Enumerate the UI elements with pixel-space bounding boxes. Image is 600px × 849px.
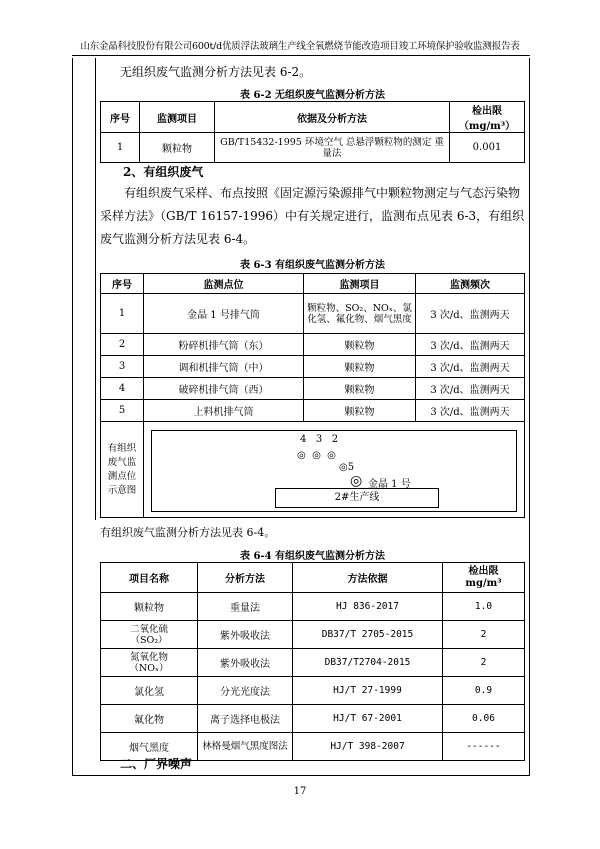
diagram-point5: ◎5	[339, 462, 355, 473]
table-6-4	[100, 562, 525, 761]
t64-cell-basis: HJ/T 398-2007	[293, 733, 443, 761]
table-row	[101, 356, 525, 378]
table-row	[101, 677, 525, 705]
t64-cell-method: 分光光度法	[198, 677, 293, 705]
t64-cell-name: 二氧化硫 （SO₂）	[101, 621, 198, 649]
t63-cell-no: 1	[101, 294, 144, 334]
t64-header-method: 分析方法	[198, 563, 293, 593]
t64-cell-method: 紫外吸收法	[198, 649, 293, 677]
t64-cell-name: 氟化物	[101, 705, 198, 733]
page-header: 山东金晶科技股份有限公司600t/d优质浮法玻璃生产线全氧燃烧节能改造项目竣工环境保护验收监测报告表	[80, 41, 520, 52]
t64-header-limit: 检出限 mg/m³	[443, 563, 525, 593]
table63-caption: 表 6-3 有组织废气监测分析方法	[239, 260, 386, 271]
t64-cell-limit: 0.9	[443, 677, 525, 705]
t63-cell-freq: 3 次/d、监测两天	[416, 400, 525, 422]
section-organized-title: 2、有组织废气	[123, 165, 204, 179]
table-6-2	[100, 101, 525, 163]
table-row	[101, 378, 525, 400]
section-noise-title: 二、厂界噪声	[120, 757, 193, 771]
table-row	[101, 621, 525, 649]
t64-cell-limit: 2	[443, 649, 525, 677]
t64-cell-name: 颗粒物	[101, 593, 198, 621]
diagram-production-line: 2#生产线	[275, 488, 439, 508]
t63-cell-items: 颗粒物	[304, 400, 416, 422]
table64-caption: 表 6-4 有组织废气监测分析方法	[239, 551, 386, 562]
t64-cell-basis: DB37/T2704-2015	[293, 649, 443, 677]
t64-cell-basis: HJ/T 27-1999	[293, 677, 443, 705]
table-row	[101, 334, 525, 356]
t64-cell-limit: ------	[443, 733, 525, 761]
table-row	[101, 593, 525, 621]
t63-cell-freq: 3 次/d、监测两天	[416, 334, 525, 356]
t63-cell-items: 颗粒物、SO₂、NOₓ、氯化氢、氟化物、烟气黑度	[304, 294, 416, 334]
t62-cell-item: 颗粒物	[140, 133, 215, 163]
table-row	[101, 400, 525, 422]
t64-cell-method: 林格曼烟气黑度图法	[198, 733, 293, 761]
table-row	[101, 294, 525, 334]
t63-cell-items: 颗粒物	[304, 378, 416, 400]
t63-cell-no: 4	[101, 378, 144, 400]
header-rule	[72, 55, 530, 56]
frame-left-column-rule	[95, 58, 96, 520]
t62-header-no: 序号	[101, 102, 140, 133]
t63-cell-freq: 3 次/d、监测两天	[416, 356, 525, 378]
t64-cell-method: 重量法	[198, 593, 293, 621]
t63-cell-items: 颗粒物	[304, 334, 416, 356]
t64-cell-basis: DB37/T 2705-2015	[293, 621, 443, 649]
t62-cell-no: 1	[101, 133, 140, 163]
t63-cell-items: 颗粒物	[304, 356, 416, 378]
t63-cell-no: 2	[101, 334, 144, 356]
intro-table64: 有组织废气监测分析方法见表 6-4。	[100, 526, 276, 539]
t64-cell-limit: 1.0	[443, 593, 525, 621]
t63-cell-point: 金晶 1 号排气筒	[144, 294, 304, 334]
t63-cell-point: 上料机排气筒	[144, 400, 304, 422]
t62-cell-method: GB/T15432-1995 环境空气 总悬浮颗粒物的测定 重量法	[215, 133, 450, 163]
t64-header-name: 项目名称	[101, 563, 198, 593]
page-number: 17	[293, 786, 307, 797]
t63-cell-no: 5	[101, 400, 144, 422]
t64-cell-method: 离子选择电极法	[198, 705, 293, 733]
t64-cell-name: 氯化氢	[101, 677, 198, 705]
t63-header-freq: 监测频次	[416, 274, 525, 294]
diagram-stack-numbers: 4 3 2	[300, 434, 339, 445]
t62-header-method: 依据及分析方法	[215, 102, 450, 133]
t64-cell-name: 烟气黑度	[101, 733, 198, 761]
t64-cell-limit: 0.06	[443, 705, 525, 733]
t63-cell-point: 调和机排气筒（中）	[144, 356, 304, 378]
t63-header-no: 序号	[101, 274, 144, 294]
t64-cell-basis: HJ/T 67-2001	[293, 705, 443, 733]
t63-cell-freq: 3 次/d、监测两天	[416, 378, 525, 400]
t64-cell-name: 氮氧化物 （NOₓ）	[101, 649, 198, 677]
t64-cell-basis: HJ 836-2017	[293, 593, 443, 621]
t64-cell-limit: 2	[443, 621, 525, 649]
diagram-main-stack-icon: ◎	[350, 473, 363, 489]
t62-header-limit: 检出限 （mg/m³）	[450, 102, 525, 133]
t64-cell-method: 紫外吸收法	[198, 621, 293, 649]
table-row	[101, 649, 525, 677]
t64-header-basis: 方法依据	[293, 563, 443, 593]
t63-cell-no: 3	[101, 356, 144, 378]
t62-cell-limit: 0.001	[450, 133, 525, 163]
t62-header-item: 监测项目	[140, 102, 215, 133]
intro-unorganized: 无组织废气监测分析方法见表 6-2。	[120, 65, 312, 79]
t63-header-items: 监测项目	[304, 274, 416, 294]
organized-paragraph: 有组织废气采样、布点按照《固定源污染源排气中颗粒物测定与气态污染物采样方法》（GB/T 16157-1996）中有关规定进行，监测布点见表 6-3，有组织废气监测分析方法见表 6-4。	[100, 186, 525, 246]
table-row	[101, 705, 525, 733]
t63-diagram-label: 有组织废气监测点位示意图	[101, 422, 144, 518]
table62-caption: 表 6-2 无组织废气监测分析方法	[239, 90, 386, 101]
t63-header-point: 监测点位	[144, 274, 304, 294]
diagram-stack-circles: ◎ ◎ ◎	[297, 450, 336, 461]
diagram-main-point-label: 金晶 1 号	[368, 479, 411, 490]
t63-cell-point: 破碎机排气筒（西）	[144, 378, 304, 400]
t63-cell-freq: 3 次/d、监测两天	[416, 294, 525, 334]
t63-cell-point: 粉碎机排气筒（东）	[144, 334, 304, 356]
